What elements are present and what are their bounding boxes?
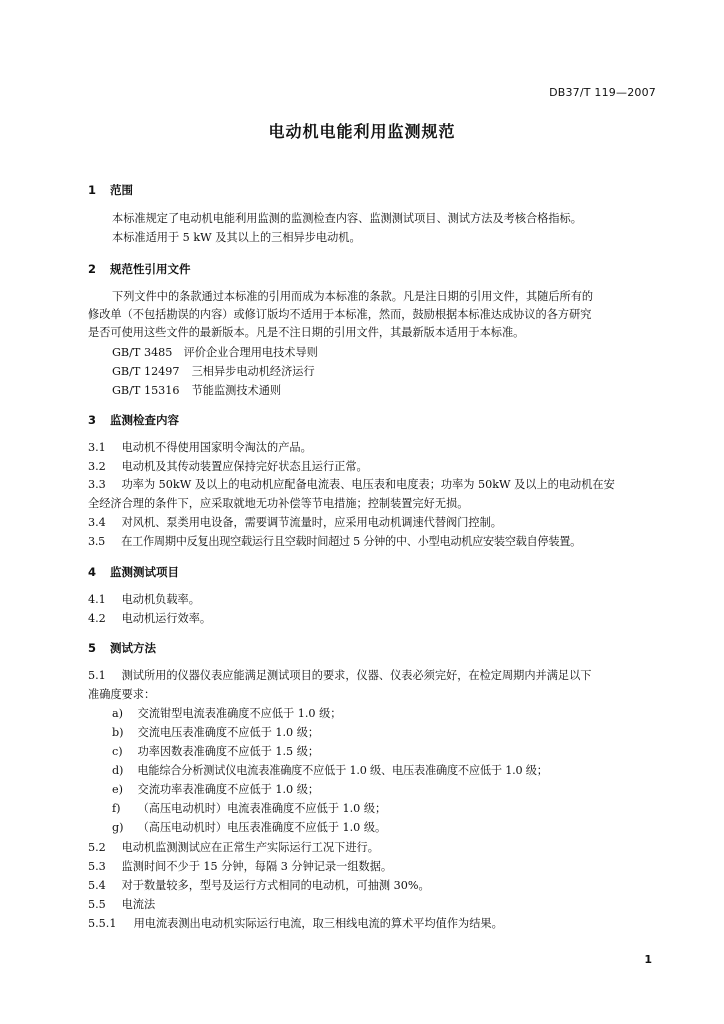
item-text: 功率因数表准确度不应低于 1.5 级； bbox=[137, 745, 320, 758]
clause-3-2 bbox=[88, 460, 368, 474]
clause-text: 用电流表测出电动机实际运行电流，取三相线电流的算术平均值作为结果。 bbox=[133, 917, 503, 930]
reference-name: 三相异步电动机经济运行 bbox=[191, 365, 315, 378]
clause-5-5 bbox=[88, 898, 155, 912]
clause-4-1 bbox=[88, 593, 200, 607]
clause-5-4 bbox=[88, 879, 430, 893]
clause-text: 对于数量较多，型号及运行方式相同的电动机，可抽测 30%。 bbox=[121, 879, 430, 892]
section-1-paragraph-2: 本标准适用于 5 kW 及其以上的三相异步电动机。 bbox=[112, 231, 361, 244]
section-2-paragraph-line-3: 是否可使用这些文件的最新版本。凡是不注日期的引用文件，其最新版本适用于本标准。 bbox=[88, 326, 525, 339]
clause-5-2 bbox=[88, 841, 379, 855]
clause-text: 对风机、泵类用电设备，需要调节流量时，应采用电动机调速代替阀门控制。 bbox=[121, 516, 502, 529]
item-text: （高压电动机时）电流表准确度不应低于 1.0 级； bbox=[137, 802, 387, 815]
section-5-title: 测试方法 bbox=[110, 641, 157, 655]
section-3-title: 监测检查内容 bbox=[110, 413, 180, 427]
clause-number: 4.2 bbox=[88, 612, 106, 625]
clause-text: 电流法 bbox=[121, 898, 156, 911]
reference-item bbox=[112, 346, 318, 360]
reference-code: GB/T 15316 bbox=[112, 384, 180, 397]
clause-3-1 bbox=[88, 441, 312, 455]
reference-item bbox=[112, 365, 315, 379]
section-2-paragraph-line-2: 修改单（不包括勘误的内容）或修订版均不适用于本标准，然而，鼓励根据本标准达成协议的各方研究 bbox=[88, 308, 592, 321]
reference-name: 评价企业合理用电技术导则 bbox=[183, 346, 318, 359]
clause-number: 3.4 bbox=[88, 516, 106, 529]
item-mark: g) bbox=[112, 821, 124, 834]
clause-4-2 bbox=[88, 612, 211, 626]
section-2-title: 规范性引用文件 bbox=[110, 262, 191, 276]
clause-5-5-1 bbox=[88, 917, 503, 931]
page-number: 1 bbox=[644, 953, 652, 966]
clause-3-5 bbox=[88, 535, 581, 549]
section-4-title: 监测测试项目 bbox=[110, 565, 180, 579]
standard-number: DB37/T 119—2007 bbox=[549, 86, 656, 99]
requirement-item-g bbox=[112, 821, 386, 835]
reference-code: GB/T 3485 bbox=[112, 346, 173, 359]
section-1-title: 范围 bbox=[110, 183, 134, 197]
clause-text: 电动机不得使用国家明令淘汰的产品。 bbox=[121, 441, 312, 454]
section-1-number: 1 bbox=[88, 183, 97, 197]
item-text: 交流钳型电流表准确度不应低于 1.0 级； bbox=[137, 707, 342, 720]
item-mark: e) bbox=[112, 783, 123, 796]
clause-5-3 bbox=[88, 860, 392, 874]
clause-text: 监测时间不少于 15 分钟，每隔 3 分钟记录一组数据。 bbox=[121, 860, 393, 873]
section-2-paragraph-line-1: 下列文件中的条款通过本标准的引用而成为本标准的条款。凡是注日期的引用文件，其随后所有的 bbox=[112, 290, 594, 303]
requirement-item-c bbox=[112, 745, 319, 759]
clause-number: 5.2 bbox=[88, 841, 106, 854]
clause-number: 5.5 bbox=[88, 898, 106, 911]
item-text: 交流功率表准确度不应低于 1.0 级； bbox=[137, 783, 320, 796]
section-1-paragraph-1: 本标准规定了电动机电能利用监测的监测检查内容、监测测试项目、测试方法及考核合格指标。 bbox=[112, 212, 582, 225]
section-1-heading bbox=[88, 183, 133, 197]
clause-number: 5.5.1 bbox=[88, 917, 117, 930]
clause-number: 3.1 bbox=[88, 441, 106, 454]
reference-name: 节能监测技术通则 bbox=[191, 384, 282, 397]
clause-number: 5.3 bbox=[88, 860, 106, 873]
requirement-item-b bbox=[112, 726, 319, 740]
clause-number: 3.2 bbox=[88, 460, 106, 473]
item-mark: a) bbox=[112, 707, 124, 720]
requirement-item-f bbox=[112, 802, 386, 816]
clause-number: 4.1 bbox=[88, 593, 106, 606]
document-title: 电动机电能利用监测规范 bbox=[268, 122, 456, 141]
clause-text: 功率为 50kW 及以上的电动机应配备电流表、电压表和电度表；功率为 50kW 及以上的电动机在安 bbox=[121, 478, 615, 491]
section-4-number: 4 bbox=[88, 565, 97, 579]
clause-text: 测试所用的仪器仪表应能满足测试项目的要求，仪器、仪表必须完好，在检定周期内并满足以下 bbox=[121, 669, 592, 682]
clause-text: 在工作周期中反复出现空载运行且空载时间超过 5 分钟的中、小型电动机应安装空载自停装置。 bbox=[121, 535, 581, 548]
clause-number: 3.5 bbox=[88, 535, 105, 548]
section-5-number: 5 bbox=[88, 641, 97, 655]
item-mark: c) bbox=[112, 745, 123, 758]
clause-number: 5.1 bbox=[88, 669, 106, 682]
section-2-number: 2 bbox=[88, 262, 97, 276]
clause-number: 5.4 bbox=[88, 879, 106, 892]
item-mark: d) bbox=[112, 764, 124, 777]
clause-5-1 bbox=[88, 669, 591, 683]
clause-text: 电动机负载率。 bbox=[121, 593, 200, 606]
clause-text: 电动机监测测试应在正常生产实际运行工况下进行。 bbox=[121, 841, 379, 854]
clause-text: 电动机及其传动装置应保持完好状态且运行正常。 bbox=[121, 460, 368, 473]
clause-3-4 bbox=[88, 516, 502, 530]
reference-item bbox=[112, 384, 281, 398]
section-5-heading bbox=[88, 641, 156, 655]
requirement-item-e bbox=[112, 783, 319, 797]
requirement-item-a bbox=[112, 707, 341, 721]
item-text: 电能综合分析测试仪电流表准确度不应低于 1.0 级、电压表准确度不应低于 1.0 级； bbox=[137, 764, 548, 777]
item-text: 交流电压表准确度不应低于 1.0 级； bbox=[137, 726, 320, 739]
section-3-heading bbox=[88, 413, 179, 427]
section-3-number: 3 bbox=[88, 413, 97, 427]
item-text: （高压电动机时）电压表准确度不应低于 1.0 级。 bbox=[137, 821, 387, 834]
section-4-heading bbox=[88, 565, 179, 579]
clause-5-1-continued: 准确度要求： bbox=[88, 688, 156, 701]
item-mark: b) bbox=[112, 726, 124, 739]
reference-code: GB/T 12497 bbox=[112, 365, 180, 378]
item-mark: f) bbox=[112, 802, 121, 815]
requirement-item-d bbox=[112, 764, 548, 778]
clause-3-3 bbox=[88, 478, 615, 492]
clause-3-3-continued: 全经济合理的条件下，应采取就地无功补偿等节电措施；控制装置完好无损。 bbox=[88, 497, 469, 510]
clause-text: 电动机运行效率。 bbox=[121, 612, 212, 625]
section-2-heading bbox=[88, 262, 191, 276]
clause-number: 3.3 bbox=[88, 478, 106, 491]
